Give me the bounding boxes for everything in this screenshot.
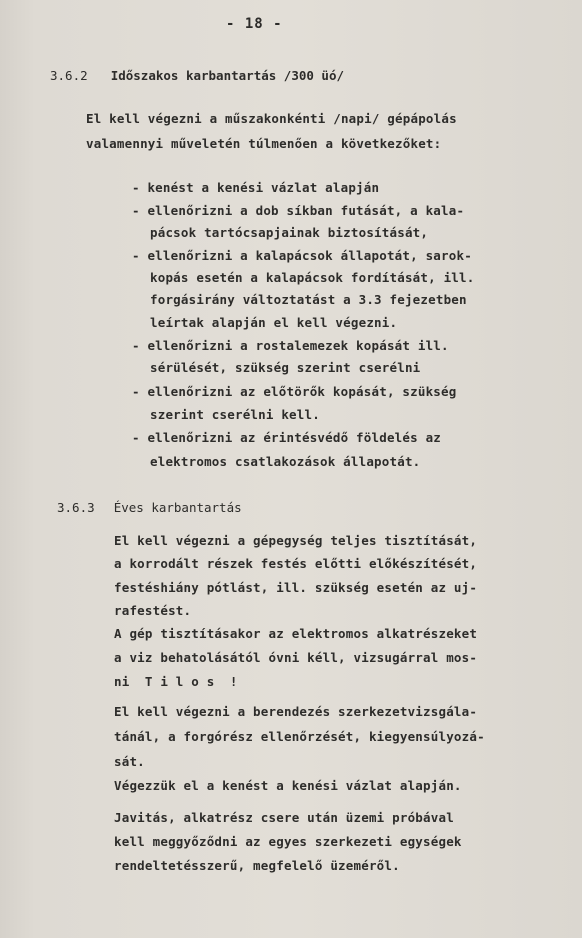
paragraph-line: sát. [114,754,145,769]
intro-line: valamennyi műveletén túlmenően a következőket: [86,136,442,151]
paragraph-line: El kell végezni a berendezés szerkezetvizsgála- [114,704,478,719]
paragraph-line: A gép tisztításakor az elektromos alkatrészeket [114,626,478,641]
section-heading-3-6-2 [50,68,344,83]
list-item: - ellenőrizni az előtörők kopását, szükség [132,384,457,399]
list-item-continuation: elektromos csatlakozások állapotát. [150,454,421,469]
list-item-continuation: sérülését, szükség szerint cserélni [150,360,421,375]
paragraph-line: tánál, a forgórész ellenőrzését, kiegyensúlyozá- [114,729,485,744]
section-heading-3-6-3 [57,500,242,515]
page-number: - 18 - [226,16,283,32]
paragraph-line: rafestést. [114,603,192,618]
section-title: Időszakos karbantartás /300 üó/ [110,68,344,83]
section-title: Éves karbantartás [113,500,242,515]
list-item-continuation: forgásirány változtatást a 3.3 fejezetben [150,292,467,307]
list-item: - ellenőrizni a kalapácsok állapotát, sarok- [132,248,472,263]
paragraph-line: a viz behatolásától óvni kéll, vizsugárral mos- [114,650,478,665]
section-number: 3.6.2 [50,68,88,83]
paragraph-line: kell meggyőződni az egyes szerkezeti egységek [114,834,462,849]
list-item: - ellenőrizni a dob síkban futását, a kala- [132,203,465,218]
paragraph-line: rendeltetésszerű, megfelelő üzeméről. [114,858,400,873]
paragraph-line: a korrodált részek festés előtti előkészítését, [114,556,478,571]
paragraph-line: Javitás, alkatrész csere után üzemi próbával [114,810,454,825]
list-item-continuation: leírtak alapján el kell végezni. [150,315,398,330]
paragraph-line: Végezzük el a kenést a kenési vázlat alapján. [114,778,462,793]
list-item: - ellenőrizni az érintésvédő földelés az [132,430,442,445]
list-item: - kenést a kenési vázlat alapján [132,180,380,195]
list-item-continuation: kopás esetén a kalapácsok fordítását, ill. [150,270,475,285]
paragraph-line: ni T i l o s ! [114,674,238,689]
list-item-continuation: szerint cserélni kell. [150,407,320,422]
section-number: 3.6.3 [57,500,95,515]
intro-line: El kell végezni a műszakonkénti /napi/ gépápolás [86,111,457,126]
paragraph-line: festéshiány pótlást, ill. szükség esetén az uj- [114,580,478,595]
list-item-continuation: pácsok tartócsapjainak biztosítását, [150,225,429,240]
list-item: - ellenőrizni a rostalemezek kopását ill. [132,338,449,353]
paragraph-line: El kell végezni a gépegység teljes tisztítását, [114,533,478,548]
